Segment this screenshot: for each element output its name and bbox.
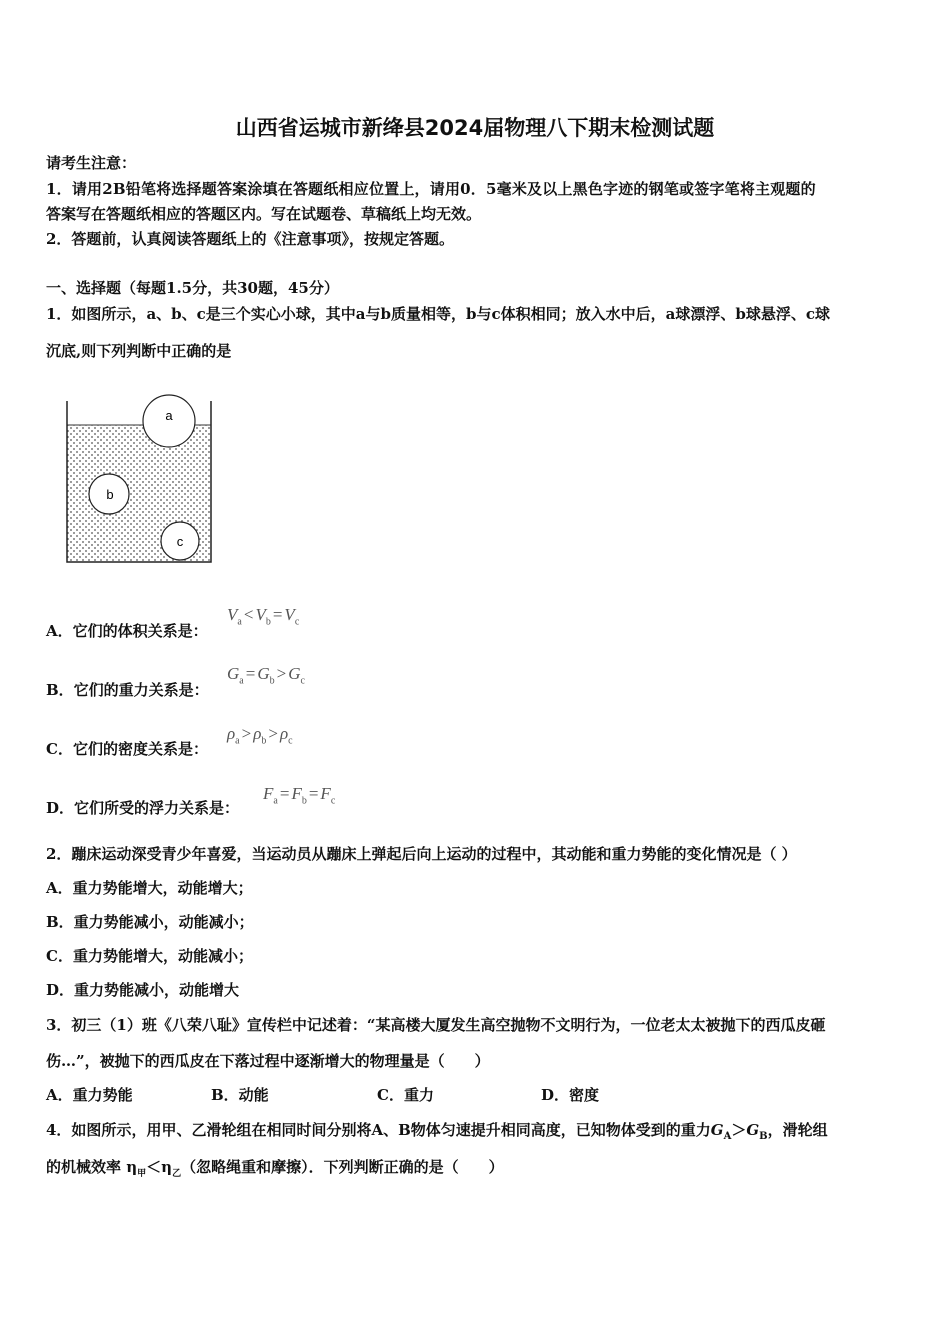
q3-option-d: D．密度 bbox=[541, 1086, 600, 1104]
q2-option-d: D．重力势能减小，动能增大 bbox=[46, 981, 240, 999]
q1-stem: 1．如图所示，a、b、c是三个实心小球，其中a与b质量相等，b与c体积相同；放入水中后，a球漂浮、b球悬浮、c球 bbox=[46, 305, 830, 323]
q1-option-a-label: A．它们的体积关系是： bbox=[46, 622, 208, 640]
q1-option-a-formula: $V_a < V_b = V_c$ bbox=[227, 605, 300, 628]
q3-option-a: A．重力势能 bbox=[46, 1086, 133, 1104]
q1-option-d-formula: $F_a = F_b = F_c$ bbox=[263, 784, 336, 807]
page-title: 山西省运城市新绛县2024届物理八下期末检测试题 bbox=[235, 116, 715, 140]
q1-option-b-formula: $G_a = G_b > G_c$ bbox=[227, 664, 305, 687]
q1-option-d-label: D．它们所受的浮力关系是： bbox=[46, 799, 240, 817]
q2-option-b: B．重力势能减小，动能减小； bbox=[46, 913, 254, 931]
section-heading: 一、选择题（每题1.5分，共30题，45分） bbox=[46, 279, 339, 297]
q1-figure-beaker bbox=[60, 393, 220, 568]
q3-stem: 3．初三（1）班《八荣八耻》宣传栏中记述着：“某高楼大厦发生高空抛物不文明行为，一位老太太被抛下的西瓜皮砸 bbox=[46, 1016, 826, 1034]
notice-item-2: 2．答题前，认真阅读答题纸上的《注意事项》，按规定答题。 bbox=[46, 230, 454, 248]
ball-b bbox=[89, 474, 129, 514]
q4-stem: 4．如图所示，用甲、乙滑轮组在相同时间分别将A、B物体匀速提升相同高度，已知物体受到的重力$G_A>G_B$，滑轮组 bbox=[46, 1121, 828, 1142]
q1-option-b-label: B．它们的重力关系是： bbox=[46, 681, 209, 699]
q1-option-c-label: C．它们的密度关系是： bbox=[46, 740, 208, 758]
svg-text:a: a bbox=[165, 408, 173, 423]
svg-text:c: c bbox=[176, 534, 184, 549]
notice-item-1-cont: 答案写在答题纸相应的答题区内。写在试题卷、草稿纸上均无效。 bbox=[46, 205, 482, 223]
q2-stem: 2．蹦床运动深受青少年喜爱，当运动员从蹦床上弹起后向上运动的过程中，其动能和重力势能的变化情况是（ ） bbox=[46, 845, 797, 863]
q1-stem-cont: 沉底,则下列判断中正确的是 bbox=[46, 342, 232, 360]
notice-item-1: 1．请用2B铅笔将选择题答案涂填在答题纸相应位置上，请用0．5毫米及以上黑色字迹的钢笔或签字笔将主观题的 bbox=[46, 180, 816, 198]
notice-heading: 请考生注意： bbox=[46, 154, 137, 172]
q2-option-a: A．重力势能增大，动能增大； bbox=[46, 879, 253, 897]
ball-c bbox=[161, 522, 199, 560]
svg-text:b: b bbox=[106, 487, 114, 502]
q1-option-c-formula: $\rho_a > \rho_b > \rho_c$ bbox=[227, 724, 293, 747]
q2-option-c: C．重力势能增大，动能减小； bbox=[46, 947, 253, 965]
q3-option-c: C．重力 bbox=[377, 1086, 434, 1104]
q4-stem-cont: 的机械效率 $\eta_甲<\eta_乙$（忽略绳重和摩擦）．下列判断正确的是（ ） bbox=[46, 1158, 504, 1179]
ball-a bbox=[143, 395, 195, 447]
q3-option-b: B．动能 bbox=[211, 1086, 269, 1104]
q3-stem-cont: 伤…”，被抛下的西瓜皮在下落过程中逐渐增大的物理量是（ ） bbox=[46, 1052, 490, 1070]
